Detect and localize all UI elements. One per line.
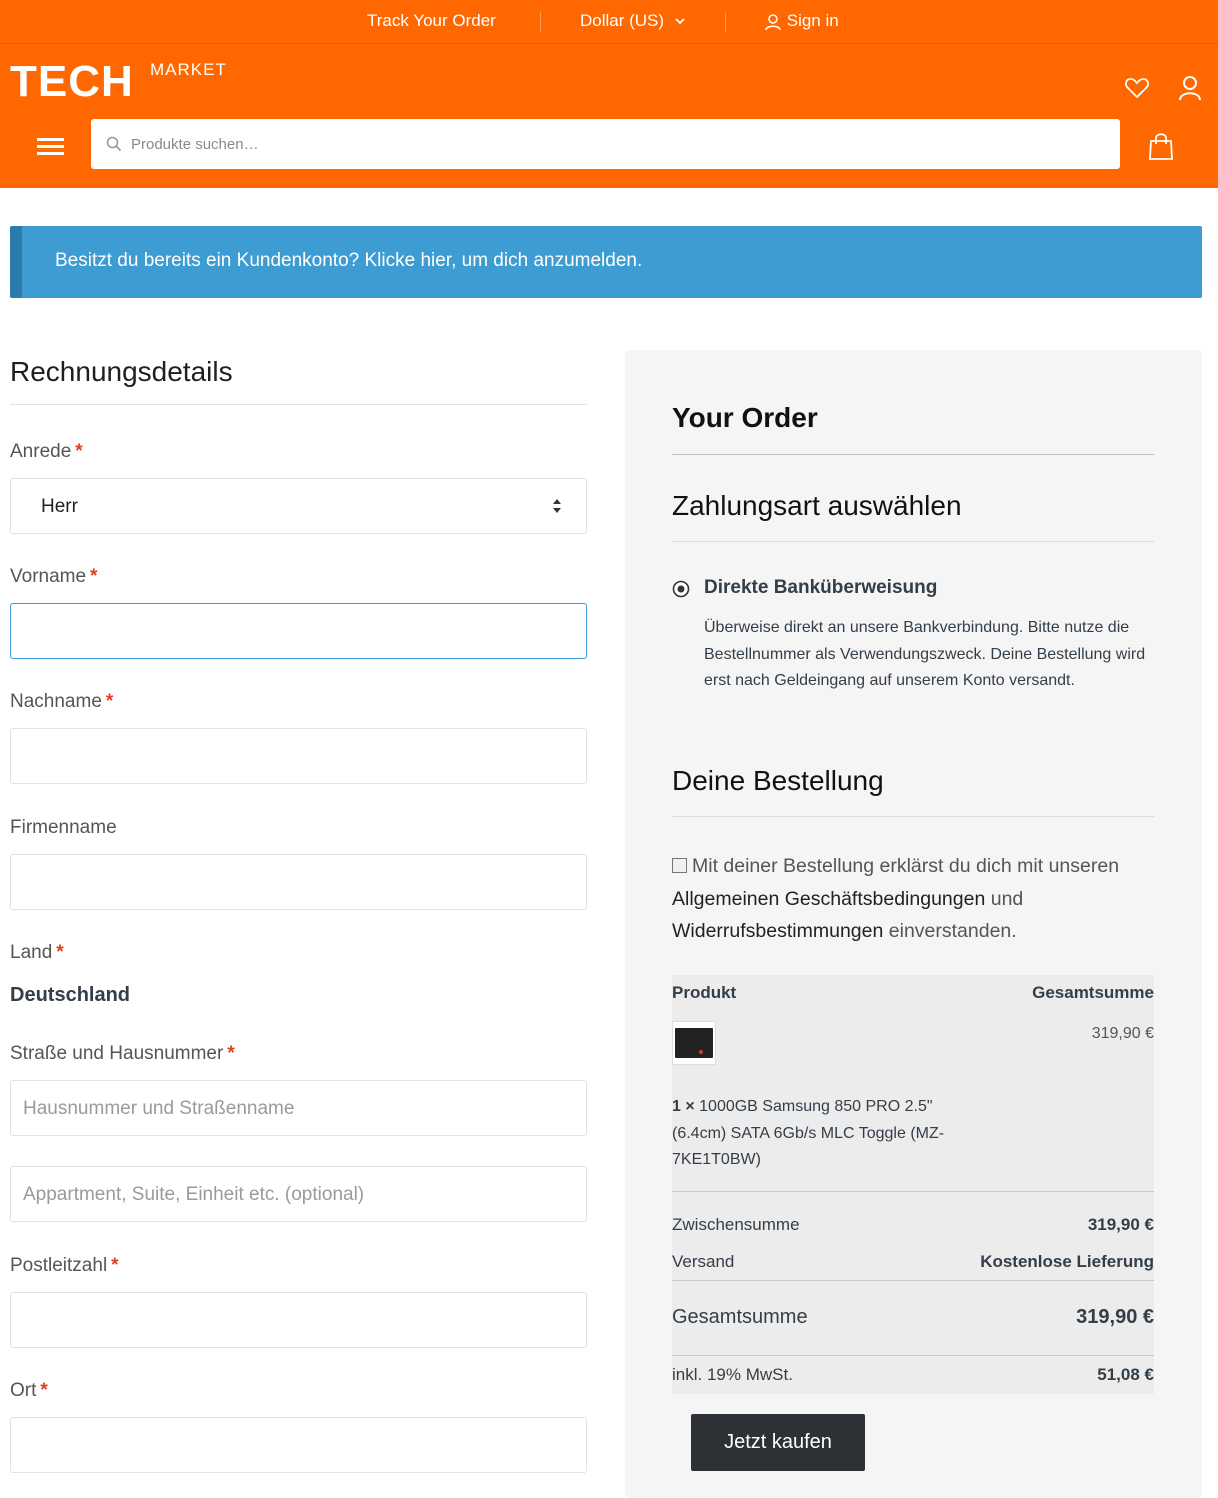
country-value: Deutschland (10, 984, 131, 1006)
sign-in-label: Sign in (786, 11, 839, 30)
site-header (0, 44, 1218, 188)
order-title: Your Order (672, 402, 818, 433)
order-panel (625, 350, 1202, 1498)
account-user-icon[interactable] (1178, 75, 1202, 106)
divider (672, 454, 1154, 455)
logo-text: TECH (10, 57, 134, 106)
col-total-header: Gesamtsumme (1032, 983, 1154, 1002)
login-notice[interactable] (10, 226, 1202, 298)
last-name-field[interactable] (10, 728, 587, 784)
shipping-row: Versand Kostenlose Lieferung (672, 1252, 1154, 1271)
search-input[interactable] (131, 119, 1091, 169)
item-name: 1 × 1000GB Samsung 850 PRO 2.5" (6.4cm) SATA 6Gb/s MLC Toggle (MZ-7KE1T0BW) (672, 1098, 945, 1168)
salutation-select[interactable] (10, 478, 587, 534)
divider (672, 541, 1154, 542)
billing-details (10, 350, 587, 405)
top-bar (0, 0, 1218, 44)
tax-row: inkl. 19% MwSt. 51,08 € (672, 1365, 1154, 1384)
currency-label: Dollar (US) (580, 11, 665, 30)
street2-field[interactable] (10, 1166, 587, 1222)
table-divider (672, 1355, 1154, 1356)
product-thumbnail[interactable] (672, 1021, 716, 1065)
last-name-label: Nachname * (10, 691, 114, 712)
terms-checkbox[interactable] (672, 858, 687, 873)
billing-title: Rechnungsdetails (10, 350, 587, 405)
login-notice-text[interactable]: Besitzt du bereits ein Kundenkonto? Klicke hier, um dich anzumelden. (55, 250, 643, 271)
subtotal-row: Zwischensumme 319,90 € (672, 1215, 1154, 1234)
salutation-label: Anrede * (10, 441, 83, 462)
table-divider (672, 1191, 1154, 1192)
topbar-divider (540, 12, 541, 32)
payment-heading: Zahlungsart auswählen (672, 490, 962, 521)
city-label: Ort * (10, 1380, 48, 1401)
postcode-label: Postleitzahl * (10, 1255, 119, 1276)
terms-text: Mit deiner Bestellung erklärst du dich mit unseren (692, 855, 1120, 877)
divider (672, 816, 1154, 817)
terms-link[interactable]: Allgemeinen Geschäftsbedingungen (672, 887, 986, 910)
total-row: Gesamtsumme 319,90 € (672, 1306, 1154, 1328)
first-name-field[interactable] (10, 603, 587, 659)
user-icon (764, 11, 787, 30)
street-placeholder: Hausnummer und Straßenname (23, 1098, 295, 1119)
track-order-link[interactable]: Track Your Order (367, 11, 496, 30)
currency-switcher[interactable] (580, 0, 691, 44)
select-arrows-icon (552, 498, 562, 519)
city-field[interactable] (10, 1417, 587, 1473)
company-field[interactable] (10, 854, 587, 910)
chevron-down-icon (669, 11, 691, 30)
radio-selected-icon[interactable] (672, 580, 690, 603)
postcode-field[interactable] (10, 1292, 587, 1348)
item-price: 319,90 € (1091, 1025, 1154, 1042)
shopping-bag-icon[interactable] (1148, 132, 1174, 165)
company-label: Firmenname (10, 817, 117, 838)
street2-placeholder: Appartment, Suite, Einheit etc. (optional) (23, 1184, 365, 1205)
payment-method-label[interactable]: Direkte Banküberweisung (704, 577, 938, 598)
terms-agreement: Mit deiner Bestellung erklärst du dich mit unseren Allgemeinen Geschäftsbedingungen und Widerrufsbestimmungen einverstanden. (672, 855, 1120, 943)
withdrawal-link[interactable]: Widerrufsbestimmungen (672, 920, 884, 943)
logo-subtext: MARKET (150, 60, 227, 79)
review-heading: Deine Bestellung (672, 765, 884, 796)
country-label: Land * (10, 942, 64, 963)
product-search (91, 119, 1120, 169)
item-qty: 1 × (672, 1098, 695, 1115)
salutation-value: Herr (41, 496, 78, 517)
col-product-header: Produkt (672, 983, 737, 1002)
wishlist-heart-icon[interactable] (1124, 76, 1150, 105)
street-label: Straße und Hausnummer * (10, 1043, 235, 1064)
table-divider (672, 1280, 1154, 1281)
payment-description: Überweise direkt an unsere Bankverbindung. Bitte nutze die Bestellnummer als Verwendungszweck. Deine Bestellung wird erst nach Geldeingang auf unserem Konto versandt. (704, 619, 1146, 689)
place-order-button[interactable]: Jetzt kaufen (691, 1414, 865, 1471)
search-icon (106, 136, 122, 157)
sign-in-link[interactable] (764, 0, 839, 44)
topbar-divider (725, 12, 726, 32)
street-field[interactable] (10, 1080, 587, 1136)
site-logo[interactable] (10, 57, 227, 106)
hamburger-menu-icon[interactable] (37, 136, 65, 163)
first-name-label: Vorname * (10, 566, 98, 587)
order-review-table (672, 975, 1154, 1394)
